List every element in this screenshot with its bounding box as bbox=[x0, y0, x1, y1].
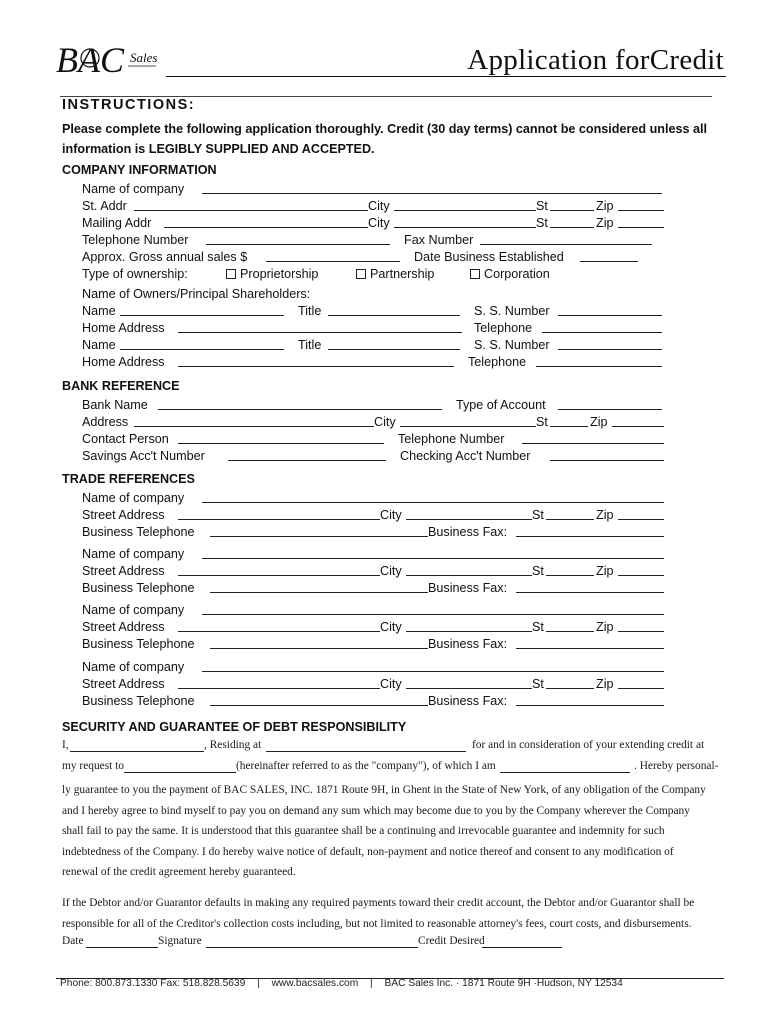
consideration-text: for and in consideration of your extending credit at bbox=[472, 739, 705, 751]
owner1-address-label: Home Address bbox=[82, 321, 165, 335]
zip-field[interactable] bbox=[618, 198, 664, 211]
gross-sales-label: Approx. Gross annual sales $ bbox=[82, 250, 248, 264]
trade-ref-2-fax-field[interactable] bbox=[516, 580, 664, 593]
checking-field[interactable] bbox=[550, 448, 664, 461]
trade-ref-2-telephone-field[interactable] bbox=[210, 580, 428, 593]
fax-number-label: Fax Number bbox=[404, 233, 474, 247]
mailing-city-field[interactable] bbox=[394, 215, 536, 228]
bac-sales-logo bbox=[56, 40, 166, 82]
trade-telephone-label: Business Telephone bbox=[82, 694, 195, 708]
owner2-address-field[interactable] bbox=[178, 354, 454, 367]
trade-company-label: Name of company bbox=[82, 491, 185, 505]
trade-zip-label: Zip bbox=[596, 564, 614, 578]
bank-telephone-field[interactable] bbox=[522, 431, 664, 444]
checkbox-icon[interactable] bbox=[470, 269, 480, 279]
company-name-field[interactable] bbox=[202, 181, 662, 194]
owner2-telephone-field[interactable] bbox=[536, 354, 662, 367]
footer-separator: | bbox=[370, 978, 373, 989]
trade-ref-4-zip-field[interactable] bbox=[618, 676, 664, 689]
trade-fax-label: Business Fax: bbox=[428, 694, 508, 708]
guarantee-line-2 bbox=[62, 760, 719, 780]
zip-label: Zip bbox=[596, 199, 614, 213]
trade-ref-3-telephone-field[interactable] bbox=[210, 636, 428, 649]
trade-ref-1-state-field[interactable] bbox=[546, 507, 594, 520]
signature-field[interactable] bbox=[206, 935, 418, 948]
contact-person-label: Contact Person bbox=[82, 432, 169, 446]
signature-label: Signature bbox=[158, 935, 202, 947]
trade-zip-label: Zip bbox=[596, 508, 614, 522]
mailing-zip-field[interactable] bbox=[618, 215, 664, 228]
trade-city-label: City bbox=[380, 564, 402, 578]
guarantor-position-field[interactable] bbox=[500, 760, 630, 773]
date-established-label: Date Business Established bbox=[414, 250, 564, 264]
bank-city-label: City bbox=[374, 415, 396, 429]
trade-city-label: City bbox=[380, 677, 402, 691]
footer bbox=[60, 978, 623, 989]
trade-ref-1-street-field[interactable] bbox=[178, 507, 380, 520]
partnership-option[interactable]: Partnership bbox=[356, 266, 434, 282]
checking-label: Checking Acc't Number bbox=[400, 449, 531, 463]
type-of-account-field[interactable] bbox=[558, 397, 662, 410]
mailing-addr-label: Mailing Addr bbox=[82, 216, 152, 230]
st-label: St bbox=[536, 199, 548, 213]
bank-address-field[interactable] bbox=[134, 414, 374, 427]
instructions-text: Please complete the following application thoroughly. Credit (30 day terms) cannot be considered unless all information is LEGIBLY SUPPLIED AND ACCEPTED. bbox=[62, 122, 707, 156]
trade-ref-3-street-field[interactable] bbox=[178, 619, 380, 632]
gross-sales-field[interactable] bbox=[266, 249, 400, 262]
city-label: City bbox=[368, 199, 390, 213]
trade-references-heading: TRADE REFERENCES bbox=[62, 472, 195, 486]
hereinafter-text: (hereinafter referred to as the "company"), of which I am bbox=[236, 760, 496, 772]
footer-address: BAC Sales Inc. · 1871 Route 9H ·Hudson, NY 12534 bbox=[384, 978, 623, 989]
residing-at-field[interactable] bbox=[266, 739, 466, 752]
trade-fax-label: Business Fax: bbox=[428, 581, 508, 595]
owner2-ss-label: S. S. Number bbox=[474, 338, 550, 352]
credit-desired-label: Credit Desired bbox=[418, 935, 485, 947]
checkbox-icon[interactable] bbox=[356, 269, 366, 279]
default-clause: If the Debtor and/or Guarantor defaults in making any required payments toward their credit account, the Debtor and/or Guarantor shall be responsible for all of the Creditor's collection costs including, but not limited to reasonable attorney's fees, court costs, and disbursements. bbox=[62, 897, 695, 930]
corporation-option[interactable]: Corporation bbox=[470, 266, 550, 282]
trade-ref-3-city-field[interactable] bbox=[406, 619, 532, 632]
savings-field[interactable] bbox=[228, 448, 386, 461]
trade-ref-2-street-field[interactable] bbox=[178, 563, 380, 576]
date-established-field[interactable] bbox=[580, 249, 638, 262]
guarantee-line-1 bbox=[62, 739, 712, 759]
owner1-ss-field[interactable] bbox=[558, 303, 662, 316]
trade-fax-label: Business Fax: bbox=[428, 637, 508, 651]
checkbox-icon[interactable] bbox=[226, 269, 236, 279]
mailing-state-field[interactable] bbox=[550, 215, 594, 228]
bank-address-label: Address bbox=[82, 415, 129, 429]
footer-website-link[interactable]: www.bacsales.com bbox=[271, 978, 359, 989]
fax-number-field[interactable] bbox=[480, 232, 652, 245]
trade-ref-4-company-field[interactable] bbox=[202, 659, 664, 672]
zip-label: Zip bbox=[596, 216, 614, 230]
trade-street-label: Street Address bbox=[82, 620, 165, 634]
guarantee-heading: SECURITY AND GUARANTEE OF DEBT RESPONSIBILITY bbox=[62, 720, 407, 734]
trade-ref-2-state-field[interactable] bbox=[546, 563, 594, 576]
savings-label: Savings Acc't Number bbox=[82, 449, 205, 463]
footer-separator: | bbox=[257, 978, 260, 989]
signature-row bbox=[62, 935, 712, 955]
owners-heading: Name of Owners/Principal Shareholders: bbox=[82, 287, 311, 301]
owner2-name-label: Name bbox=[82, 338, 116, 352]
city-field[interactable] bbox=[394, 198, 536, 211]
trade-telephone-label: Business Telephone bbox=[82, 525, 195, 539]
trade-company-label: Name of company bbox=[82, 660, 185, 674]
city-label: City bbox=[368, 216, 390, 230]
trade-ref-1-city-field[interactable] bbox=[406, 507, 532, 520]
owner2-title-label: Title bbox=[298, 338, 322, 352]
trade-zip-label: Zip bbox=[596, 677, 614, 691]
bank-name-label: Bank Name bbox=[82, 398, 148, 412]
owner2-address-label: Home Address bbox=[82, 355, 165, 369]
owner2-name-field[interactable] bbox=[120, 337, 284, 350]
residing-at-label: , Residing at bbox=[204, 739, 262, 751]
trade-st-label: St bbox=[532, 620, 544, 634]
bank-city-field[interactable] bbox=[400, 414, 536, 427]
trade-ref-1-telephone-field[interactable] bbox=[210, 524, 428, 537]
trade-st-label: St bbox=[532, 564, 544, 578]
personally-text: . Hereby personal- bbox=[634, 760, 719, 772]
bank-state-field[interactable] bbox=[550, 414, 588, 427]
guarantor-name-field[interactable] bbox=[70, 739, 204, 752]
owner2-telephone-label: Telephone bbox=[468, 355, 527, 369]
bank-zip-field[interactable] bbox=[612, 414, 664, 427]
trade-ref-3-company-field[interactable] bbox=[202, 602, 664, 615]
trade-ref-3-zip-field[interactable] bbox=[618, 619, 664, 632]
trade-ref-4-city-field[interactable] bbox=[406, 676, 532, 689]
trade-city-label: City bbox=[380, 508, 402, 522]
owner1-title-field[interactable] bbox=[328, 303, 460, 316]
bank-telephone-label: Telephone Number bbox=[398, 432, 505, 446]
bank-st-label: St bbox=[536, 415, 548, 429]
logo-text: BAC bbox=[56, 40, 124, 80]
trade-fax-label: Business Fax: bbox=[428, 525, 508, 539]
trade-telephone-label: Business Telephone bbox=[82, 637, 195, 651]
footer-phone-fax: Phone: 800.873.1330 Fax: 518.828.5639 bbox=[60, 978, 246, 989]
trade-company-label: Name of company bbox=[82, 547, 185, 561]
page-title: Application forCredit bbox=[467, 44, 724, 76]
owner2-title-field[interactable] bbox=[328, 337, 460, 350]
owner2-ss-field[interactable] bbox=[558, 337, 662, 350]
trade-ref-3-fax-field[interactable] bbox=[516, 636, 664, 649]
st-addr-label: St. Addr bbox=[82, 199, 127, 213]
logo-sub-text: Sales bbox=[130, 50, 158, 65]
st-addr-field[interactable] bbox=[134, 198, 368, 211]
bank-zip-label: Zip bbox=[590, 415, 608, 429]
owner1-telephone-label: Telephone bbox=[474, 321, 533, 335]
date-label: Date bbox=[62, 935, 84, 947]
contact-person-field[interactable] bbox=[178, 431, 384, 444]
trade-ref-4-street-field[interactable] bbox=[178, 676, 380, 689]
owner1-name-field[interactable] bbox=[120, 303, 284, 316]
ownership-label: Type of ownership: bbox=[82, 267, 188, 281]
guarantee-i-label: I, bbox=[62, 739, 69, 751]
mailing-addr-field[interactable] bbox=[164, 215, 368, 228]
trade-street-label: Street Address bbox=[82, 677, 165, 691]
trade-zip-label: Zip bbox=[596, 620, 614, 634]
date-field[interactable] bbox=[86, 935, 158, 948]
trade-street-label: Street Address bbox=[82, 508, 165, 522]
bank-name-field[interactable] bbox=[158, 397, 442, 410]
trade-ref-4-state-field[interactable] bbox=[546, 676, 594, 689]
trade-st-label: St bbox=[532, 508, 544, 522]
owner1-title-label: Title bbox=[298, 304, 322, 318]
st-label: St bbox=[536, 216, 548, 230]
owner1-telephone-field[interactable] bbox=[542, 320, 662, 333]
trade-ref-4-fax-field[interactable] bbox=[516, 693, 664, 706]
bank-reference-heading: BANK REFERENCE bbox=[62, 379, 180, 393]
guarantee-body: ly guarantee to you the payment of BAC SALES, INC. 1871 Route 9H, in Ghent in the State of New York, of any obligation of the Company and I hereby agree to bind myself to pay you on demand any sum which may become due to you by the Company wherever the Company shall fail to pay the same. It is understood that this guarantee shall be a continuing and irrevocable guarantee and indemnity for such indebtedness of the Company. I do hereby waive notice of default, non-payment and notice thereof and consent to any modification of renewal of the credit agreement hereby guaranteed. bbox=[62, 784, 706, 878]
proprietorship-option[interactable]: Proprietorship bbox=[226, 266, 318, 282]
trade-ref-1-company-field[interactable] bbox=[202, 490, 664, 503]
trade-st-label: St bbox=[532, 677, 544, 691]
trade-ref-4-telephone-field[interactable] bbox=[210, 693, 428, 706]
trade-ref-2-city-field[interactable] bbox=[406, 563, 532, 576]
trade-company-label: Name of company bbox=[82, 603, 185, 617]
owner1-ss-label: S. S. Number bbox=[474, 304, 550, 318]
owner1-name-label: Name bbox=[82, 304, 116, 318]
request-to-field[interactable] bbox=[124, 760, 236, 773]
trade-city-label: City bbox=[380, 620, 402, 634]
trade-street-label: Street Address bbox=[82, 564, 165, 578]
credit-desired-field[interactable] bbox=[482, 935, 562, 948]
type-of-account-label: Type of Account bbox=[456, 398, 546, 412]
owner1-address-field[interactable] bbox=[178, 320, 462, 333]
trade-telephone-label: Business Telephone bbox=[82, 581, 195, 595]
trade-ref-3-state-field[interactable] bbox=[546, 619, 594, 632]
request-to-label: my request to bbox=[62, 760, 125, 772]
instructions-heading: INSTRUCTIONS: bbox=[62, 97, 196, 113]
telephone-number-field[interactable] bbox=[206, 232, 390, 245]
company-info-heading: COMPANY INFORMATION bbox=[62, 163, 217, 177]
state-field[interactable] bbox=[550, 198, 594, 211]
company-name-label: Name of company bbox=[82, 182, 185, 196]
trade-ref-1-fax-field[interactable] bbox=[516, 524, 664, 537]
trade-ref-2-zip-field[interactable] bbox=[618, 563, 664, 576]
telephone-number-label: Telephone Number bbox=[82, 233, 189, 247]
trade-ref-1-zip-field[interactable] bbox=[618, 507, 664, 520]
trade-ref-2-company-field[interactable] bbox=[202, 546, 664, 559]
